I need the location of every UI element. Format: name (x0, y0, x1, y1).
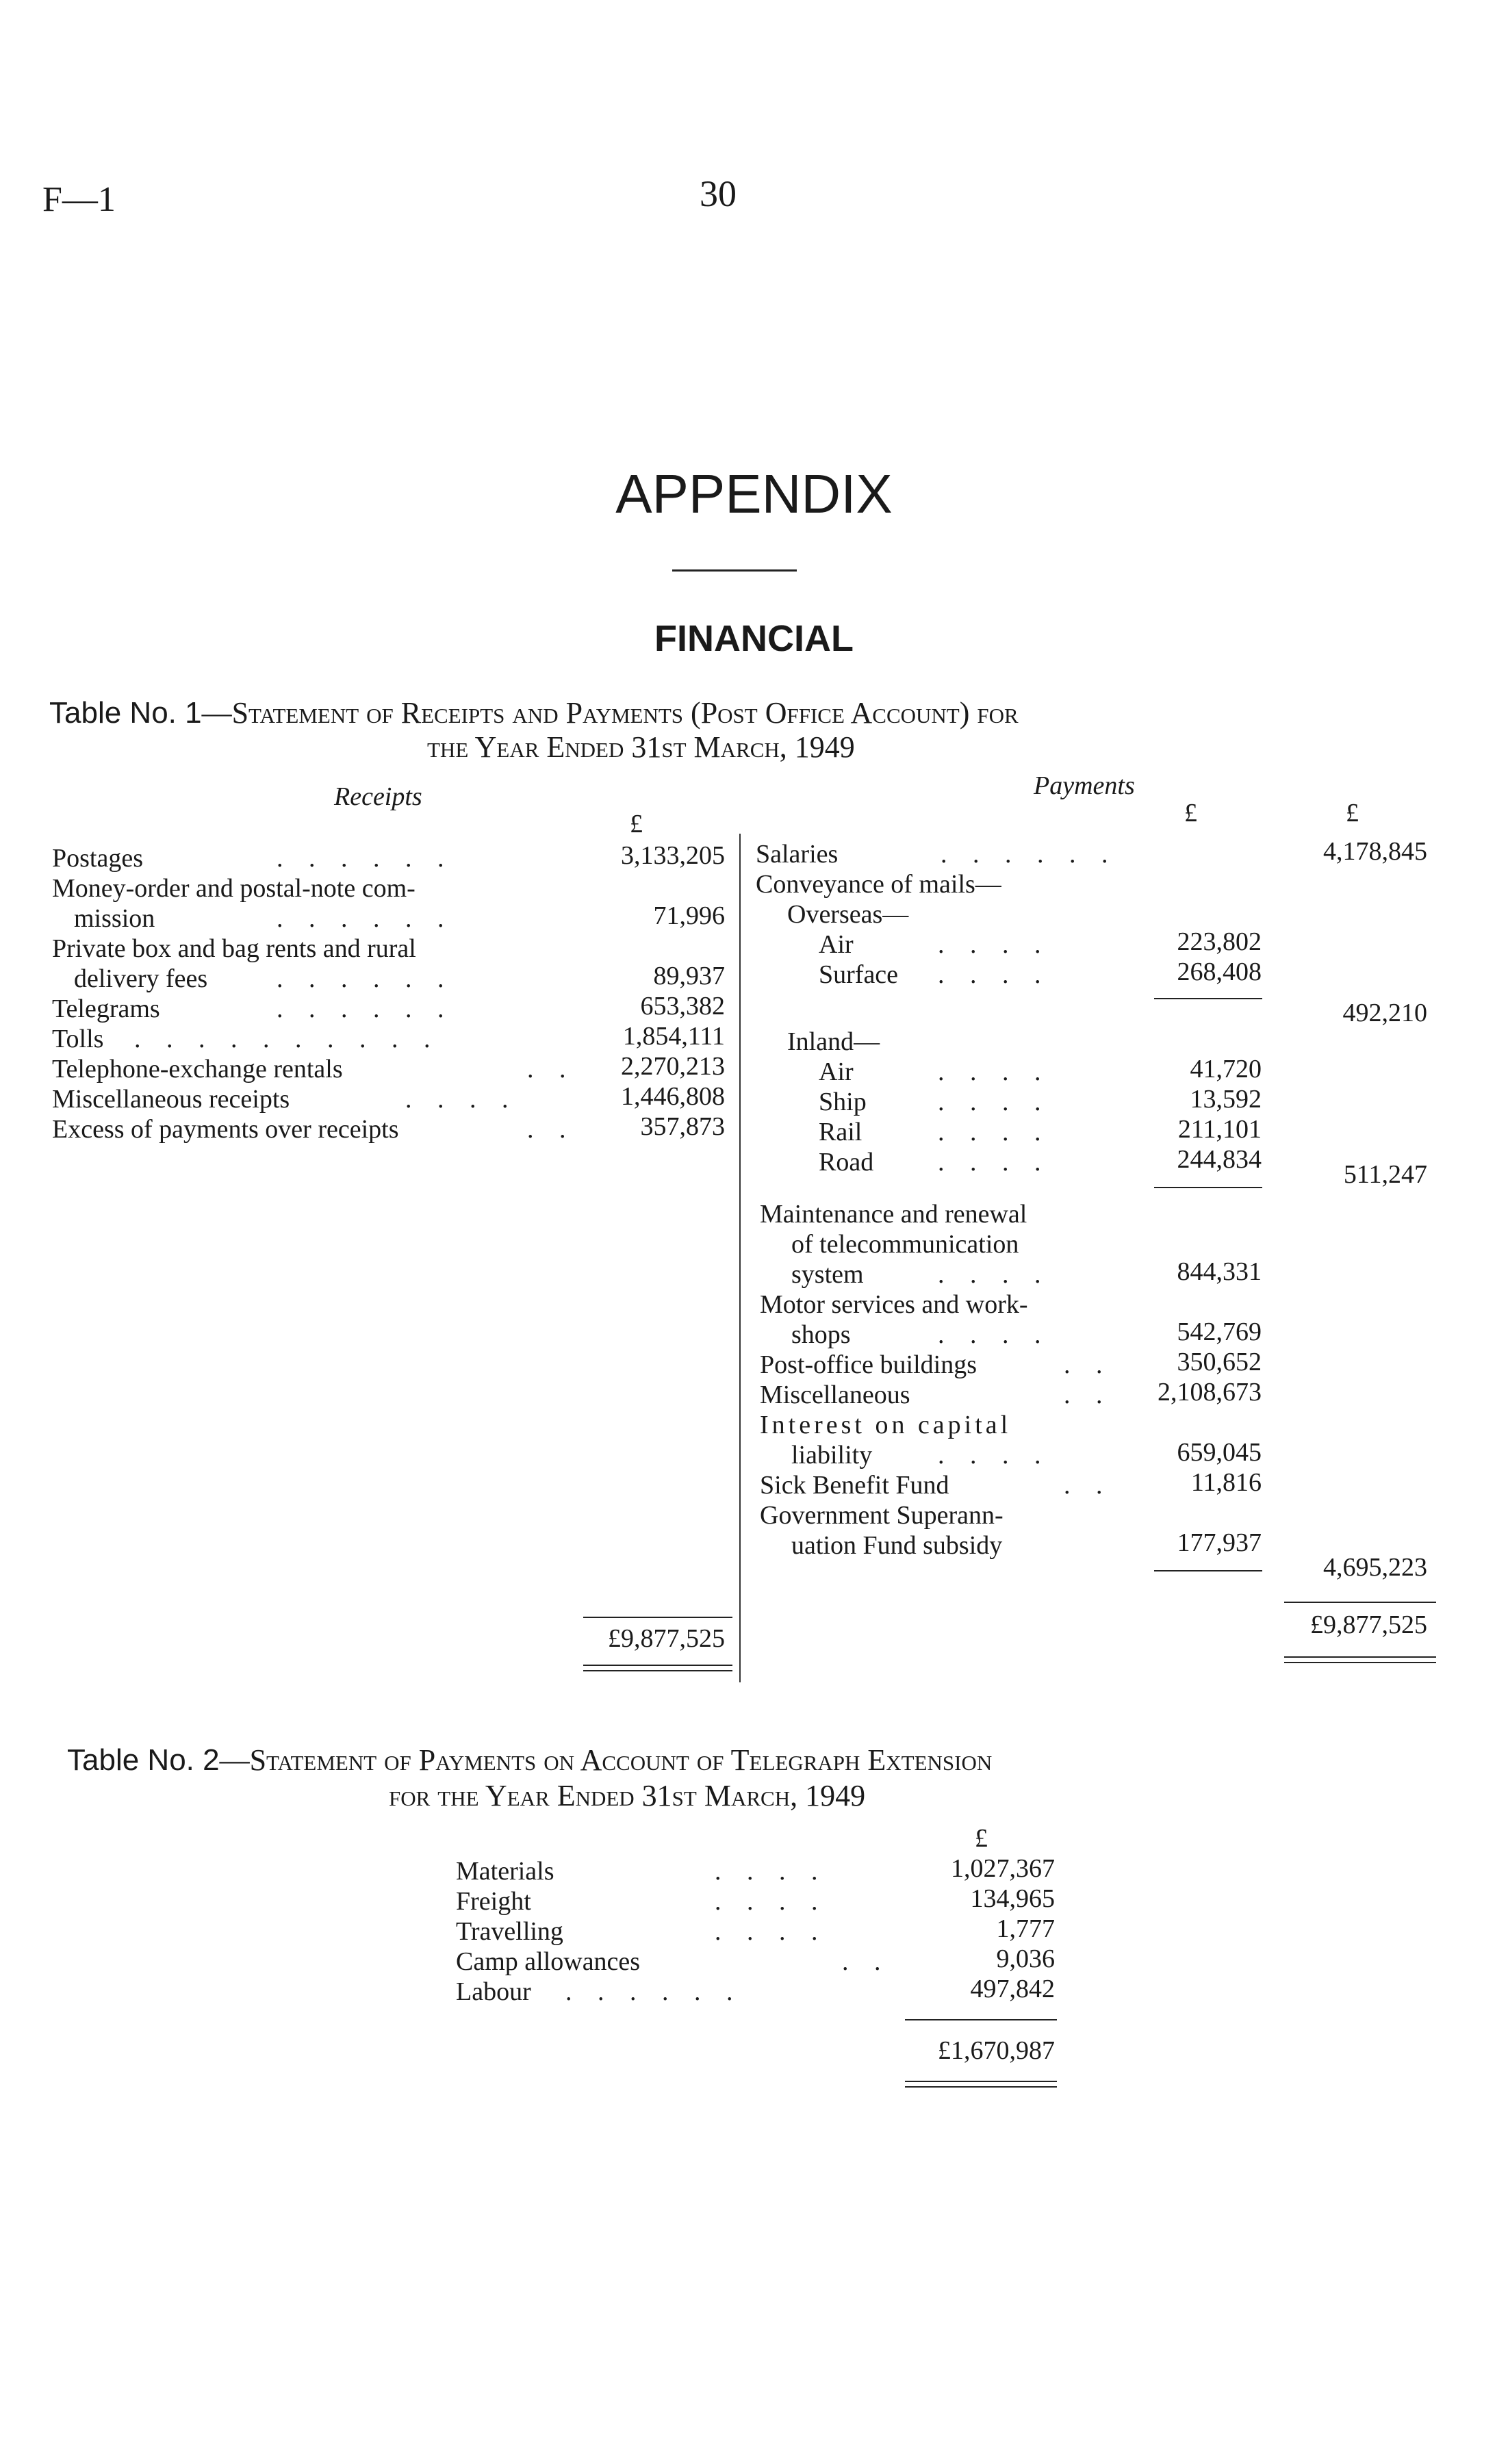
receipts-total-rule (583, 1617, 732, 1618)
table1-caption (49, 695, 1019, 730)
payment-amount: 11,816 (1190, 1468, 1262, 1497)
receipt-amount: 1,854,111 (622, 1022, 725, 1051)
payment-label: Interest on capital (760, 1411, 1012, 1439)
title-divider (672, 569, 797, 572)
subtotal-rule (1154, 998, 1262, 999)
payments-currency-amount: £ (1184, 799, 1197, 827)
receipt-amount: 653,382 (640, 992, 725, 1021)
payments-currency-total: £ (1346, 799, 1359, 827)
payments-total: £9,877,525 (1310, 1610, 1427, 1639)
payment-amount: 350,652 (1177, 1348, 1262, 1376)
table2-row-amount: 9,036 (996, 1945, 1055, 1973)
payments-total-rule (1284, 1602, 1436, 1603)
receipt-label: Tolls (52, 1025, 104, 1053)
table2-total: £1,670,987 (938, 2036, 1055, 2065)
receipt-label: mission (74, 904, 155, 933)
payment-label: Motor services and work- (760, 1290, 1028, 1319)
payment-amount: 2,108,673 (1158, 1378, 1262, 1407)
table2-row-amount: 497,842 (970, 1975, 1055, 2003)
payment-amount: 211,101 (1177, 1115, 1262, 1144)
payment-label: Ship (819, 1088, 867, 1116)
leader-dots: . . . . (938, 1148, 1051, 1177)
subtotal-rule (1154, 1570, 1262, 1571)
table2-double-rule (905, 2081, 1057, 2082)
leader-dots: . . . . (938, 1057, 1051, 1086)
payment-label: Air (819, 1057, 854, 1086)
leader-dots: . . (527, 1055, 576, 1083)
payment-amount: 177,937 (1177, 1528, 1262, 1557)
leader-dots: . . (527, 1115, 576, 1144)
receipt-label: Private box and bag rents and rural (52, 934, 416, 963)
leader-dots: . . . . . . (277, 904, 454, 933)
leader-dots: . . . . (938, 930, 1051, 959)
receipts-currency: £ (630, 810, 643, 838)
column-divider (739, 834, 741, 1682)
table2-row-label: Labour (456, 1977, 531, 2006)
table2-caption (67, 1743, 992, 1778)
table2-row-amount: 134,965 (970, 1884, 1055, 1913)
receipts-double-rule (583, 1670, 732, 1671)
leader-dots: . . . . . . . . . . (134, 1025, 440, 1053)
leader-dots: . . (1064, 1350, 1112, 1379)
payment-total: 4,178,845 (1323, 837, 1427, 866)
payment-amount: 13,592 (1190, 1085, 1262, 1114)
receipt-label: Miscellaneous receipts (52, 1085, 290, 1114)
payment-amount: 659,045 (1177, 1438, 1262, 1467)
payment-label: Road (819, 1148, 874, 1177)
leader-dots: . . . . (715, 1857, 828, 1886)
receipts-double-rule (583, 1665, 732, 1666)
page-code: F—1 (42, 180, 116, 219)
leader-dots: . . . . (938, 1088, 1051, 1116)
leader-dots: . . . . . . (277, 964, 454, 993)
payment-label: uation Fund subsidy (791, 1531, 1003, 1560)
payment-label: Surface (819, 960, 899, 989)
receipt-amount: 89,937 (653, 962, 725, 990)
payments-double-rule (1284, 1662, 1436, 1663)
leader-dots: . . . . . . (941, 840, 1118, 869)
table2-row-amount: 1,777 (996, 1914, 1055, 1943)
payment-label: system (791, 1260, 864, 1289)
payments-double-rule (1284, 1656, 1436, 1658)
table2-title-line1: —Statement of Payments on Account of Telegraph Extension (219, 1743, 993, 1777)
table2-row-label: Travelling (456, 1917, 563, 1946)
payment-label: of telecommunication (791, 1230, 1019, 1259)
payment-amount: 41,720 (1190, 1055, 1262, 1083)
payment-total: 4,695,223 (1323, 1553, 1427, 1582)
table2-row-label: Camp allowances (456, 1947, 641, 1976)
payment-label: Maintenance and renewal (760, 1200, 1027, 1229)
leader-dots: . . . . . . (565, 1977, 743, 2006)
leader-dots: . . (1064, 1471, 1112, 1500)
receipt-amount: 2,270,213 (621, 1052, 725, 1081)
leader-dots: . . (1064, 1381, 1112, 1409)
payment-label: Overseas— (787, 900, 909, 929)
leader-dots: . . . . (938, 1118, 1051, 1146)
payment-label: Conveyance of mails— (756, 870, 1001, 899)
table2-row-label: Freight (456, 1887, 531, 1916)
receipt-label: Telegrams (52, 994, 160, 1023)
payment-amount: 542,769 (1177, 1318, 1262, 1346)
table2-row-label: Materials (456, 1857, 554, 1886)
receipt-label: Telephone-exchange rentals (52, 1055, 343, 1083)
leader-dots: . . . . (715, 1887, 828, 1916)
appendix-title: APPENDIX (615, 463, 893, 524)
table1-title-line2: the Year Ended 31st March, 1949 (427, 730, 855, 764)
subtotal-rule (1154, 1187, 1262, 1188)
receipt-label: Excess of payments over receipts (52, 1115, 399, 1144)
payment-label: Sick Benefit Fund (760, 1471, 949, 1500)
leader-dots: . . (842, 1947, 891, 1976)
leader-dots: . . . . (938, 1260, 1051, 1289)
payment-label: liability (791, 1441, 873, 1470)
page-number: 30 (700, 173, 737, 214)
payment-total: 492,210 (1342, 999, 1427, 1027)
payment-amount: 844,331 (1177, 1257, 1262, 1286)
receipt-label: Postages (52, 844, 143, 873)
leader-dots: . . . . (938, 1320, 1051, 1349)
leader-dots: . . . . (405, 1085, 518, 1114)
table1-title-line1: —Statement of Receipts and Payments (Post Office Account) for (201, 696, 1019, 730)
table2-currency: £ (975, 1824, 988, 1853)
receipts-total: £9,877,525 (608, 1624, 725, 1653)
receipt-amount: 3,133,205 (621, 841, 725, 870)
payment-label: shops (791, 1320, 851, 1349)
payment-amount: 244,834 (1177, 1145, 1262, 1174)
receipt-amount: 1,446,808 (621, 1082, 725, 1111)
table2-total-rule (905, 2019, 1057, 2020)
payment-label: Rail (819, 1118, 862, 1146)
payment-total: 511,247 (1343, 1160, 1427, 1189)
payment-label: Salaries (756, 840, 839, 869)
table2-title-line2: for the Year Ended 31st March, 1949 (389, 1779, 866, 1812)
table2-row-amount: 1,027,367 (951, 1854, 1055, 1883)
table2-double-rule (905, 2086, 1057, 2088)
payment-label: Air (819, 930, 854, 959)
leader-dots: . . . . (715, 1917, 828, 1946)
section-title: FINANCIAL (654, 618, 854, 659)
table1-label: Table No. 1 (49, 696, 202, 730)
payment-label: Government Superann- (760, 1501, 1004, 1530)
leader-dots: . . . . . . (277, 844, 454, 873)
payment-amount: 223,802 (1177, 927, 1262, 956)
leader-dots: . . . . . . (277, 994, 454, 1023)
table2-label: Table No. 2 (67, 1743, 220, 1777)
receipts-heading: Receipts (334, 782, 422, 811)
payment-label: Post-office buildings (760, 1350, 977, 1379)
payment-amount: 268,408 (1177, 958, 1262, 986)
payment-label: Inland— (787, 1027, 880, 1056)
payments-heading: Payments (1034, 771, 1135, 800)
leader-dots: . . . . (938, 960, 1051, 989)
leader-dots: . . . . (938, 1441, 1051, 1470)
receipt-label: Money-order and postal-note com- (52, 874, 416, 903)
payment-label: Miscellaneous (760, 1381, 910, 1409)
receipt-label: delivery fees (74, 964, 208, 993)
receipt-amount: 357,873 (640, 1112, 725, 1141)
receipt-amount: 71,996 (653, 901, 725, 930)
